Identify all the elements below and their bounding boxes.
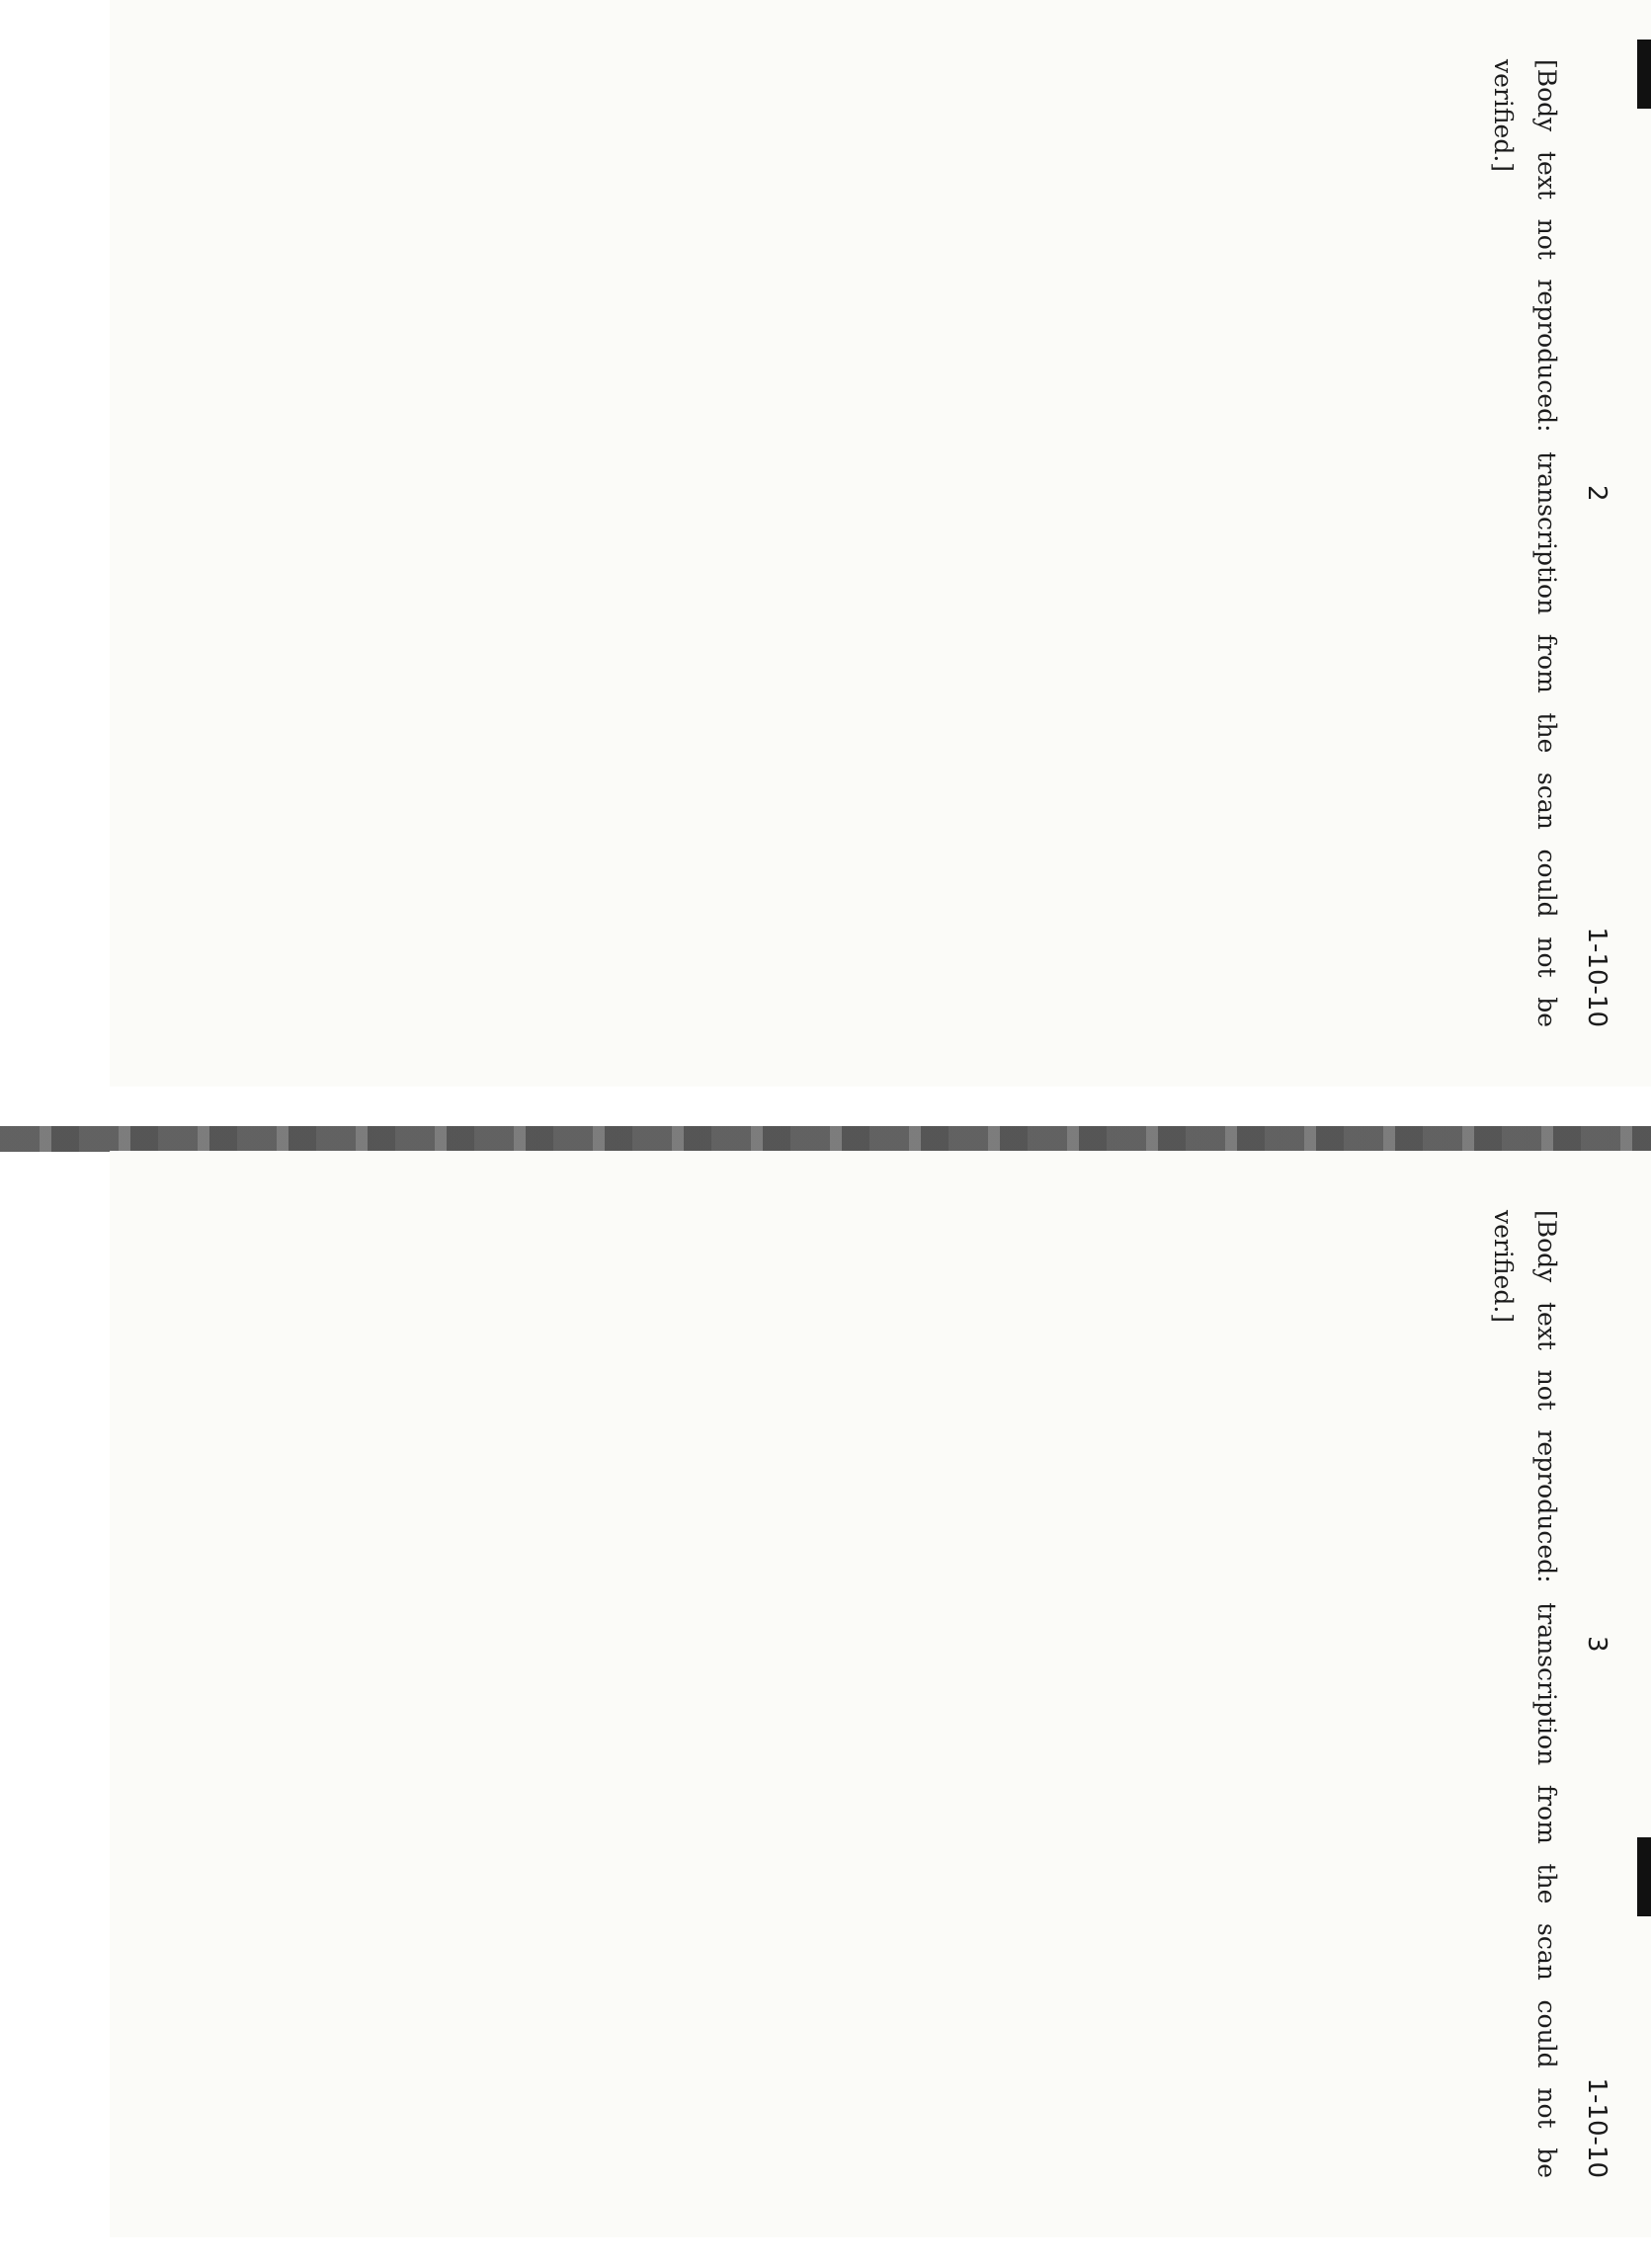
- scan-edge-mark: [1637, 1837, 1651, 1916]
- page-date: 1-10-10: [1582, 927, 1611, 1027]
- page-3-content: [149, 1210, 1611, 2186]
- page-fold-divider: [0, 1126, 1651, 1152]
- page-2: [110, 0, 1651, 1087]
- page-date: 1-10-10: [1582, 2077, 1611, 2178]
- page-3-header: [1582, 1210, 1611, 2178]
- paragraph: [Body text not reproduced: transcription from the scan could not be verified.]: [1489, 59, 1561, 1035]
- paragraph: [Body text not reproduced: transcription from the scan could not be verified.]: [1489, 1210, 1561, 2186]
- page-2-header: [1582, 59, 1611, 1027]
- scan-edge-mark: [1637, 40, 1651, 109]
- page-3: [110, 1151, 1651, 2237]
- page-number: 3: [1582, 1635, 1611, 1653]
- page-2-content: [149, 59, 1611, 1035]
- page-number: 2: [1582, 484, 1611, 502]
